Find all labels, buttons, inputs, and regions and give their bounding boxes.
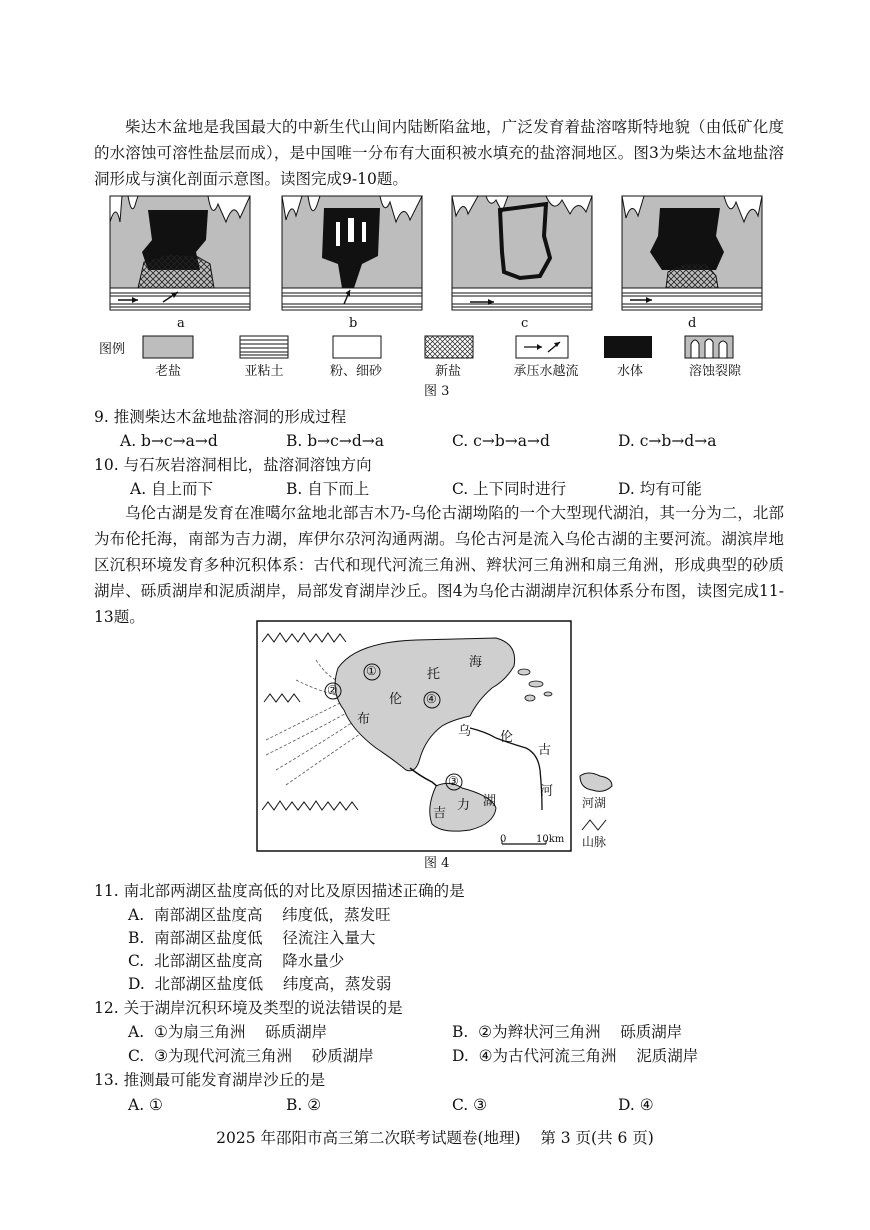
legend-subclay-swatch: [240, 336, 288, 358]
legend-label-fissure: 溶蚀裂隙: [688, 364, 741, 379]
scale-zero: 0: [500, 834, 507, 845]
legend-label-new-salt: 新盐: [434, 364, 461, 379]
q10-option-b[interactable]: B. 自下而上: [286, 480, 370, 498]
question-9-stem: 9. 推测柴达木盆地盐溶洞的形成过程: [94, 408, 347, 426]
q9-option-a[interactable]: A. b→c→a→d: [120, 432, 218, 450]
q9-option-b[interactable]: B. b→c→d→a: [286, 432, 384, 450]
marker-2: ②: [327, 683, 338, 697]
question-12-stem: 12. 关于湖岸沉积环境及类型的说法错误的是: [94, 999, 403, 1017]
legend-label-old-salt: 老盐: [154, 364, 181, 379]
label-ji: 吉: [433, 806, 447, 821]
legend-label-sand: 粉、细砂: [329, 364, 382, 379]
section-panel-b: [282, 196, 422, 310]
q11-option-a[interactable]: A. 南部湖区盐度高 纬度低，蒸发旺: [128, 906, 391, 924]
legend-sand-swatch: [333, 336, 381, 358]
legend-lake-label: 河湖: [582, 796, 607, 810]
q13-option-d[interactable]: D. ④: [618, 1096, 654, 1114]
legend-water-flow-swatch: [516, 336, 568, 358]
label-bu: 布: [357, 712, 371, 727]
q9-option-d[interactable]: D. c→b→d→a: [618, 432, 717, 450]
q10-option-c[interactable]: C. 上下同时进行: [452, 480, 567, 498]
legend-fissure-swatch: [685, 336, 733, 358]
scale-km: 10km: [536, 834, 565, 845]
label-gu: 古: [538, 743, 552, 758]
marker-1: ①: [366, 664, 377, 678]
label-hai: 海: [469, 655, 483, 670]
q9-option-c[interactable]: C. c→b→a→d: [452, 432, 550, 450]
question-10-stem: 10. 与石灰岩溶洞相比，盐溶洞溶蚀方向: [94, 456, 372, 474]
panel-label-d: d: [688, 316, 697, 331]
label-li: 力: [457, 798, 471, 813]
legend-title: 图例: [99, 342, 126, 357]
question-11-stem: 11. 南北部两湖区盐度高低的对比及原因描述正确的是: [94, 882, 465, 900]
page-footer: 2025 年邵阳市高三第二次联考试题卷(地理) 第 3 页(共 6 页): [216, 1129, 654, 1147]
q11-option-c[interactable]: C. 北部湖区盐度高 降水量少: [128, 952, 345, 970]
label-river-lun: 伦: [500, 730, 514, 745]
figure-4-caption: 图 4: [424, 856, 450, 871]
q11-option-d[interactable]: D. 北部湖区盐度低 纬度高，蒸发弱: [128, 975, 392, 993]
intro-paragraph-2: 乌伦古湖是发育在准噶尔盆地北部吉木乃-乌伦古湖坳陷的一个大型现代湖泊，其一分为二，北部为布伦托海，南部为吉力湖，库伊尔尕河沟通两湖。乌伦古河是流入乌伦古湖的主要河流。湖滨岸地区沉积环境发育多种沉积体系：古代和现代河流三角洲、辫状河三角洲和扇三角洲，形成典型的砂质湖岸、砾质湖岸和泥质湖岸，局部发育湖岸沙丘。图4为乌伦古湖湖岸沉积体系分布图，读图完成11-13题。: [94, 504, 784, 626]
figure-3-legend-swatches: [140, 334, 780, 362]
q12-option-b[interactable]: B. ②为辫状河三角洲 砾质湖岸: [452, 1023, 683, 1041]
legend-mountain-symbol: [582, 820, 606, 830]
legend-water-swatch: [604, 336, 652, 358]
legend-lake-symbol: [580, 773, 612, 791]
legend-label-water-flow: 承压水越流: [513, 364, 579, 379]
section-panel-c: [452, 196, 592, 310]
q10-option-d[interactable]: D. 均有可能: [618, 480, 702, 498]
q12-option-a[interactable]: A. ①为扇三角洲 砾质湖岸: [128, 1023, 328, 1041]
q13-option-a[interactable]: A. ①: [128, 1096, 163, 1114]
label-lun: 伦: [389, 692, 403, 707]
figure-3-caption: 图 3: [424, 384, 450, 399]
question-13-stem: 13. 推测最可能发育湖岸沙丘的是: [94, 1071, 326, 1089]
label-hu: 湖: [483, 794, 497, 809]
section-panel-a: [110, 196, 250, 310]
legend-label-water: 水体: [616, 364, 643, 379]
q10-option-a[interactable]: A. 自上而下: [130, 480, 214, 498]
section-panel-d: [622, 196, 762, 310]
label-wu: 乌: [458, 724, 472, 739]
marker-3: ③: [448, 774, 459, 788]
panel-label-c: c: [521, 316, 529, 331]
legend-new-salt-swatch: [425, 336, 473, 358]
label-tuo: 托: [427, 667, 441, 682]
intro-paragraph-1: 柴达木盆地是我国最大的中新生代山间内陆断陷盆地，广泛发育着盐溶喀斯特地貌（由低矿化度的水溶蚀可溶性盐层而成），是中国唯一分布有大面积被水填充的盐溶洞地区。图3为柴达木盆地盐溶洞形成与演化剖面示意图。读图完成9-10题。: [94, 118, 784, 188]
label-he: 河: [540, 784, 554, 799]
q11-option-b[interactable]: B. 南部湖区盐度低 径流注入量大: [128, 929, 376, 947]
marker-4: ④: [426, 692, 437, 706]
figure-3-sections: [108, 192, 778, 332]
q12-option-d[interactable]: D. ④为古代河流三角洲 泥质湖岸: [452, 1047, 699, 1065]
legend-label-subclay: 亚粘土: [244, 364, 284, 379]
legend-old-salt-swatch: [143, 336, 193, 358]
q12-option-c[interactable]: C. ③为现代河流三角洲 砂质湖岸: [128, 1047, 374, 1065]
panel-label-b: b: [349, 316, 358, 331]
q13-option-c[interactable]: C. ③: [452, 1096, 488, 1114]
legend-mountain-label: 山脉: [582, 835, 607, 849]
panel-label-a: a: [177, 316, 185, 331]
q13-option-b[interactable]: B. ②: [286, 1096, 322, 1114]
